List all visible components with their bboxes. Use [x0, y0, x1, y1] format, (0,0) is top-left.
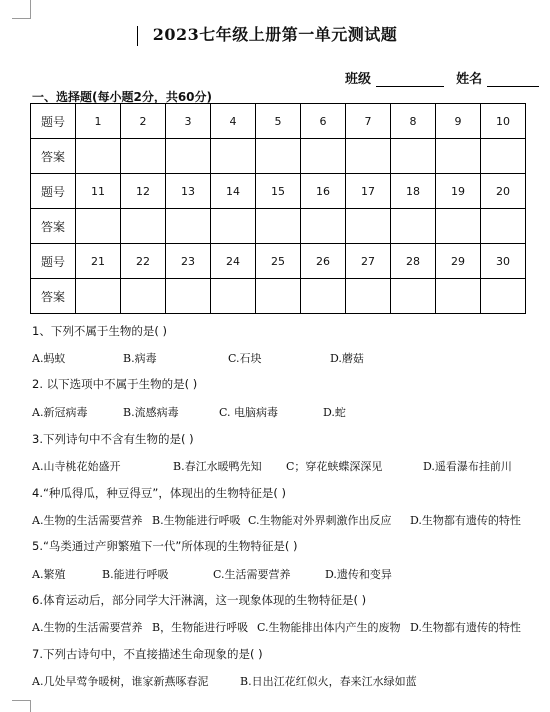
- crop-mark-bottom-left: [30, 700, 31, 712]
- table-row: [31, 139, 526, 174]
- question-number: 2: [121, 104, 166, 139]
- answer-cell[interactable]: [121, 279, 166, 314]
- question-number: 6: [301, 104, 346, 139]
- question-option: B，生物能进行呼吸: [152, 621, 249, 634]
- question-option: A.繁殖: [32, 568, 66, 581]
- question-number: 15: [256, 174, 301, 209]
- question-option: C.石块: [228, 352, 262, 365]
- question-option: B.病毒: [123, 352, 157, 365]
- table-row: [31, 104, 526, 139]
- class-blank[interactable]: [376, 73, 444, 87]
- question-stem: 5.“鸟类通过产卵繁殖下一代”所体现的生物特征是( ): [32, 539, 298, 553]
- question-stem: 1、下列不属于生物的是( ): [32, 324, 167, 338]
- question-option: D.遗传和变异: [325, 568, 392, 581]
- question-stem: 7.下列古诗句中，不直接描述生命现象的是( ): [32, 647, 263, 661]
- question-number: 16: [301, 174, 346, 209]
- name-blank[interactable]: [487, 73, 539, 87]
- answer-cell[interactable]: [166, 279, 211, 314]
- question-number: 9: [436, 104, 481, 139]
- question-option: B.流感病毒: [123, 406, 179, 419]
- table-row: [31, 209, 526, 244]
- question-stem: 4.“种瓜得瓜，种豆得豆”，体现出的生物特征是( ): [32, 486, 287, 500]
- question-number: 20: [481, 174, 526, 209]
- row-header: 题号: [31, 174, 76, 209]
- answer-cell[interactable]: [436, 209, 481, 244]
- question-number: 22: [121, 244, 166, 279]
- answer-cell[interactable]: [346, 139, 391, 174]
- answer-cell[interactable]: [481, 279, 526, 314]
- answer-table: [30, 103, 526, 314]
- answer-cell[interactable]: [481, 209, 526, 244]
- row-header: 答案: [31, 279, 76, 314]
- crop-mark-bottom-left-h: [12, 700, 31, 701]
- table-row: [31, 174, 526, 209]
- answer-cell[interactable]: [391, 209, 436, 244]
- answer-cell[interactable]: [436, 279, 481, 314]
- question-option: B.日出江花红似火，春来江水绿如蓝: [240, 675, 417, 688]
- question-stem: 6.体育运动后，部分同学大汗淋漓，这一现象体现的生物特征是( ): [32, 593, 367, 607]
- crop-mark-top-left: [30, 0, 31, 18]
- answer-cell[interactable]: [301, 279, 346, 314]
- question-number: 17: [346, 174, 391, 209]
- question-option: A.几处早莺争暖树，谁家新燕啄春泥: [32, 675, 209, 688]
- question-option: C；穿花蛱蝶深深见: [286, 460, 383, 473]
- answer-cell[interactable]: [436, 139, 481, 174]
- question-option: D.遥看瀑布挂前川: [423, 460, 512, 473]
- question-number: 12: [121, 174, 166, 209]
- question-option: C.生物能对外界刺激作出反应: [248, 514, 392, 527]
- question-number: 27: [346, 244, 391, 279]
- question-option: B.生物能进行呼吸: [152, 514, 241, 527]
- question-number: 30: [481, 244, 526, 279]
- answer-cell[interactable]: [166, 209, 211, 244]
- answer-cell[interactable]: [391, 139, 436, 174]
- crop-mark-top-left-h: [12, 18, 31, 19]
- question-number: 5: [256, 104, 301, 139]
- table-row: [31, 244, 526, 279]
- name-label: 姓名: [456, 72, 483, 87]
- question-number: 24: [211, 244, 256, 279]
- question-option: B.春江水暖鸭先知: [173, 460, 262, 473]
- question-option: C.生活需要营养: [213, 568, 291, 581]
- question-option: D.生物都有遗传的特性: [410, 514, 521, 527]
- answer-cell[interactable]: [256, 209, 301, 244]
- row-header: 题号: [31, 104, 76, 139]
- student-info-line: [345, 68, 539, 87]
- question-number: 10: [481, 104, 526, 139]
- page-title: 2023七年级上册第一单元测试题: [152, 25, 398, 44]
- answer-cell[interactable]: [301, 139, 346, 174]
- question-number: 29: [436, 244, 481, 279]
- question-stem: 2. 以下选项中不属于生物的是( ): [32, 377, 198, 391]
- question-number: 14: [211, 174, 256, 209]
- answer-cell[interactable]: [256, 279, 301, 314]
- question-option: B.能进行呼吸: [102, 568, 169, 581]
- answer-cell[interactable]: [121, 209, 166, 244]
- question-number: 28: [391, 244, 436, 279]
- answer-cell[interactable]: [301, 209, 346, 244]
- question-option: D.生物都有遗传的特性: [410, 621, 521, 634]
- answer-cell[interactable]: [166, 139, 211, 174]
- table-row: [31, 279, 526, 314]
- question-number: 21: [76, 244, 121, 279]
- question-option: A.生物的生活需要营养: [32, 621, 143, 634]
- answer-cell[interactable]: [211, 209, 256, 244]
- answer-cell[interactable]: [346, 209, 391, 244]
- answer-cell[interactable]: [76, 209, 121, 244]
- question-option: A.蚂蚁: [32, 352, 66, 365]
- question-number: 26: [301, 244, 346, 279]
- answer-cell[interactable]: [121, 139, 166, 174]
- question-option: C. 电脑病毒: [219, 406, 279, 419]
- answer-cell[interactable]: [211, 139, 256, 174]
- question-number: 13: [166, 174, 211, 209]
- row-header: 答案: [31, 209, 76, 244]
- answer-cell[interactable]: [391, 279, 436, 314]
- question-option: A.生物的生活需要营养: [32, 514, 143, 527]
- answer-cell[interactable]: [256, 139, 301, 174]
- question-number: 18: [391, 174, 436, 209]
- question-number: 19: [436, 174, 481, 209]
- question-number: 8: [391, 104, 436, 139]
- answer-cell[interactable]: [76, 279, 121, 314]
- question-number: 3: [166, 104, 211, 139]
- question-number: 4: [211, 104, 256, 139]
- question-stem: 3.下列诗句中不含有生物的是( ): [32, 432, 194, 446]
- class-label: 班级: [345, 72, 372, 87]
- section-heading: 一、选择题(每小题2分，共60分): [32, 90, 213, 104]
- question-number: 1: [76, 104, 121, 139]
- question-number: 25: [256, 244, 301, 279]
- question-option: C.生物能排出体内产生的废物: [257, 621, 401, 634]
- question-option: A.新冠病毒: [32, 406, 88, 419]
- row-header: 题号: [31, 244, 76, 279]
- question-number: 11: [76, 174, 121, 209]
- answer-cell[interactable]: [211, 279, 256, 314]
- question-number: 7: [346, 104, 391, 139]
- answer-cell[interactable]: [346, 279, 391, 314]
- question-number: 23: [166, 244, 211, 279]
- row-header: 答案: [31, 139, 76, 174]
- question-option: D.蘑菇: [330, 352, 364, 365]
- question-option: A.山寺桃花始盛开: [32, 460, 121, 473]
- question-option: D.蛇: [323, 406, 346, 419]
- answer-cell[interactable]: [481, 139, 526, 174]
- answer-cell[interactable]: [76, 139, 121, 174]
